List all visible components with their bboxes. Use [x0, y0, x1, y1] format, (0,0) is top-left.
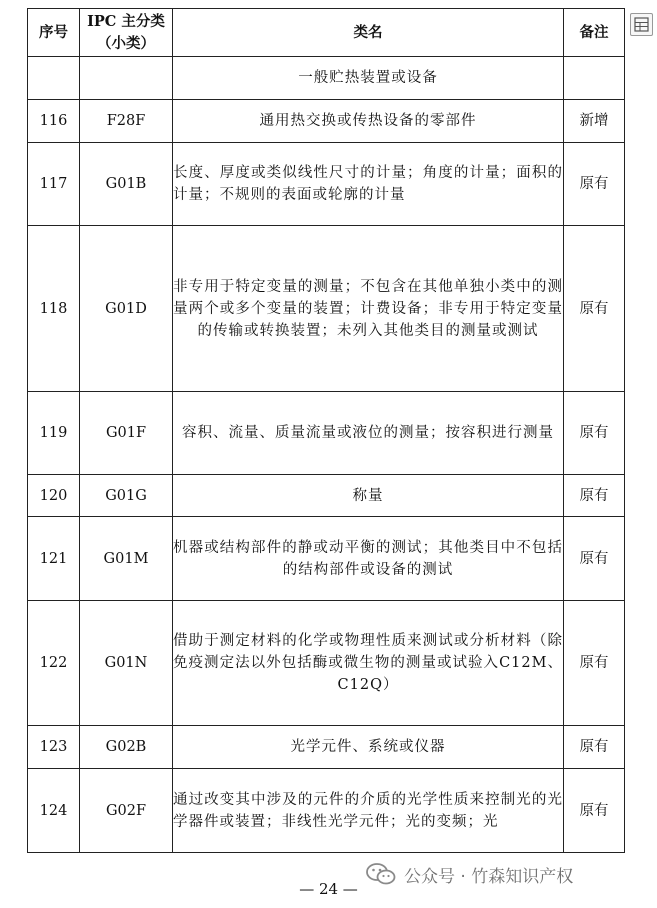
cell-name: 非专用于特定变量的测量；不包含在其他单独小类中的测量两个或多个变量的装置；计费设备；非专用于特定变量的传输或转换装置；未列入其他类目的测量或测试	[173, 226, 564, 392]
cell-seq: 120	[28, 475, 80, 517]
cell-note: 原有	[564, 769, 625, 853]
header-seq: 序号	[28, 9, 80, 57]
table-row-continuation	[28, 57, 625, 100]
cell-ipc: G01F	[80, 392, 173, 475]
cell-ipc	[80, 57, 173, 100]
cell-name: 光学元件、系统或仪器	[173, 726, 564, 769]
cell-name: 长度、厚度或类似线性尺寸的计量；角度的计量；面积的计量；不规则的表面或轮廓的计量	[173, 143, 564, 226]
cell-note: 新增	[564, 100, 625, 143]
cell-seq: 117	[28, 143, 80, 226]
table-row	[28, 100, 625, 143]
cell-name: 称量	[173, 475, 564, 517]
cell-seq	[28, 57, 80, 100]
header-name: 类名	[173, 9, 564, 57]
cell-ipc: G01G	[80, 475, 173, 517]
cell-name: 一般贮热装置或设备	[173, 57, 564, 100]
header-ipc-line1: IPC 主分类	[87, 12, 165, 30]
cell-seq: 116	[28, 100, 80, 143]
page-number: — 24 —	[299, 880, 358, 898]
cell-name: 机器或结构部件的静或动平衡的测试；其他类目中不包括的结构部件或设备的测试	[173, 517, 564, 601]
cell-ipc: G01B	[80, 143, 173, 226]
cell-note: 原有	[564, 475, 625, 517]
cell-ipc: F28F	[80, 100, 173, 143]
header-ipc	[80, 9, 173, 57]
cell-seq: 122	[28, 601, 80, 726]
cell-seq: 118	[28, 226, 80, 392]
header-ipc-line2: （小类）	[97, 34, 155, 52]
cell-note: 原有	[564, 143, 625, 226]
table-row	[28, 475, 625, 517]
table-row	[28, 143, 625, 226]
watermark-text: 公众号 · 竹森知识产权	[404, 866, 574, 887]
cell-ipc: G01N	[80, 601, 173, 726]
table-row	[28, 226, 625, 392]
table-row	[28, 726, 625, 769]
cell-ipc: G02B	[80, 726, 173, 769]
cell-name: 容积、流量、质量流量或液位的测量；按容积进行测量	[173, 392, 564, 475]
table-row	[28, 392, 625, 475]
cell-ipc: G01M	[80, 517, 173, 601]
cell-note	[564, 57, 625, 100]
ipc-classification-table	[27, 8, 625, 853]
header-note: 备注	[564, 9, 625, 57]
cell-name: 通过改变其中涉及的元件的介质的光学性质来控制光的光学器件或装置；非线性光学元件；光的变频；光	[173, 769, 564, 853]
cell-seq: 124	[28, 769, 80, 853]
cell-ipc: G02F	[80, 769, 173, 853]
cell-note: 原有	[564, 226, 625, 392]
cell-note: 原有	[564, 726, 625, 769]
table-header-row	[28, 9, 625, 57]
table-row	[28, 601, 625, 726]
cell-seq: 121	[28, 517, 80, 601]
cell-seq: 123	[28, 726, 80, 769]
cell-note: 原有	[564, 392, 625, 475]
cell-name: 通用热交换或传热设备的零部件	[173, 100, 564, 143]
cell-note: 原有	[564, 601, 625, 726]
cell-ipc: G01D	[80, 226, 173, 392]
table-view-icon[interactable]	[630, 13, 653, 36]
cell-name: 借助于测定材料的化学或物理性质来测试或分析材料（除免疫测定法以外包括酶或微生物的测量或试验入C12M、C12Q）	[173, 601, 564, 726]
table-row	[28, 769, 625, 853]
cell-seq: 119	[28, 392, 80, 475]
cell-note: 原有	[564, 517, 625, 601]
table-row	[28, 517, 625, 601]
